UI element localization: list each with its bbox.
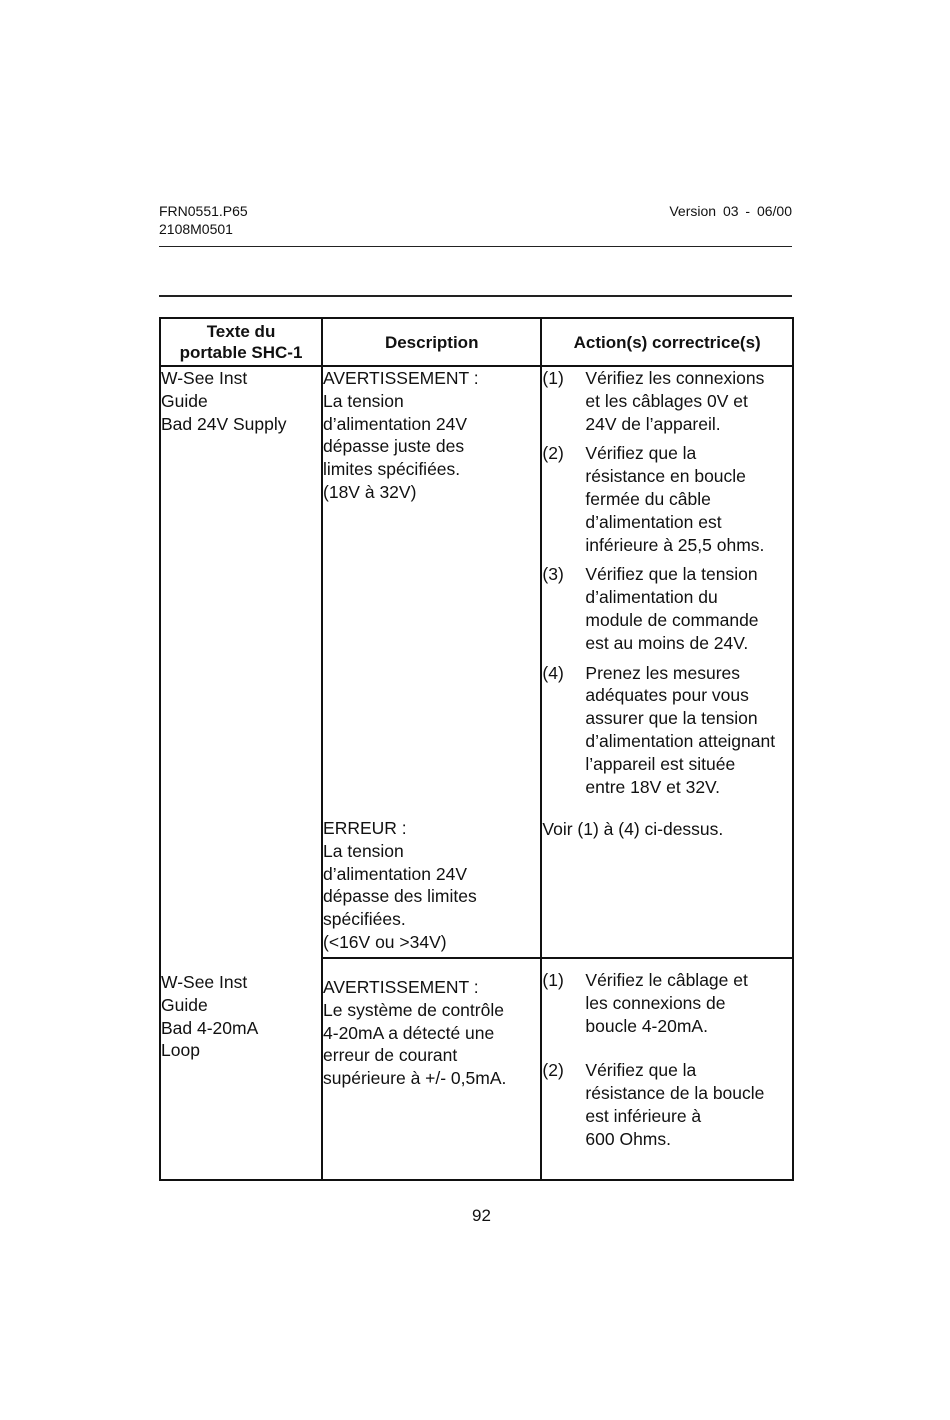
action-line: Vérifiez que la [585,443,697,464]
action-line: inférieure à 25,5 ohms. [585,534,765,555]
action-item [542,662,792,799]
description-line: erreur de courant [323,1045,458,1066]
page-number: 92 [472,1206,491,1225]
action-line: et les câblages 0V et [585,390,748,411]
message-line: Bad 24V Supply [161,413,287,434]
header-description: Description [322,318,541,366]
table-header-row [160,318,793,366]
description-line: dépasse juste des [323,436,465,457]
action-line: résistance de la boucle [585,1083,765,1104]
action-line: 24V de l’appareil. [585,413,721,434]
message-cell [160,958,322,1180]
action-text [585,969,792,1037]
table-row [160,958,793,1180]
action-line: résistance en boucle [585,466,746,487]
message-line: Bad 4-20mA [161,1017,259,1038]
action-item [542,442,792,556]
version-label: Version 03 - 06/00 [669,203,792,219]
action-line: d’alimentation atteignant [585,730,776,751]
action-line: adéquates pour vous [585,685,749,706]
action-line: d’alimentation est [585,511,722,532]
action-line: 600 Ohms. [585,1128,671,1149]
message-line: Loop [161,1040,200,1061]
action-text [585,442,792,556]
action-text [585,367,792,435]
description-line: AVERTISSEMENT : [323,368,479,388]
file-name: FRN0551.P65 [159,203,248,219]
action-line: Vérifiez les connexions [585,368,765,388]
description-line: limites spécifiées. [323,459,461,480]
section-divider [159,295,792,297]
action-line: est inférieure à [585,1105,702,1126]
message-cell [160,366,322,958]
action-line: Vérifiez que la tension [585,564,758,585]
description-line: d’alimentation 24V [323,863,467,884]
description-line: Le système de contrôle [323,999,504,1020]
action-item [542,969,792,1037]
description-cell [322,817,541,958]
action-line: Vérifiez le câblage et [585,970,748,990]
description-line: dépasse des limites [323,886,477,907]
actions-cell [541,817,793,958]
actions-cell [541,958,793,1180]
description-line: La tension [323,840,404,861]
description-line: spécifiées. [323,909,406,930]
action-item [542,367,792,435]
action-text [585,1059,792,1150]
action-number: (2) [542,1060,564,1081]
description-line: (18V à 32V) [323,481,417,502]
doc-code: 2108M0501 [159,221,233,237]
action-number: (1) [542,970,564,990]
actions-cell [541,366,793,817]
action-text [585,662,792,799]
action-text [585,563,792,654]
action-line: fermée du câble [585,488,711,509]
action-number: (2) [542,443,564,464]
message-line: Guide [161,390,208,411]
description-line: ERREUR : [323,818,407,838]
description-line: 4-20mA a détecté une [323,1022,495,1043]
description-cell [322,366,541,817]
action-item [542,1059,792,1150]
action-line: l’appareil est située [585,753,736,774]
action-line: est au moins de 24V. [585,632,749,653]
description-line: supérieure à +/- 0,5mA. [323,1068,507,1089]
action-number: (1) [542,368,564,388]
action-line: entre 18V et 32V. [585,776,720,797]
table-row [160,366,793,817]
action-line: d’alimentation du [585,587,718,608]
header-message [160,318,322,366]
header-message-line: Texte du [206,322,276,341]
troubleshooting-table [159,317,794,1181]
action-line: Vérifiez que la [585,1060,697,1081]
message-line: W-See Inst [161,368,248,388]
action-number: (3) [542,564,564,585]
header-actions: Action(s) correctrice(s) [541,318,793,366]
action-number: (4) [542,662,564,683]
description-cell [322,958,541,1180]
header-message-line: portable SHC-1 [179,343,303,362]
action-line: Prenez les mesures [585,662,741,683]
description-line: d’alimentation 24V [323,413,467,434]
action-line: assurer que la tension [585,708,758,729]
description-line: AVERTISSEMENT : [323,977,479,997]
message-line: W-See Inst [161,972,248,992]
description-line: La tension [323,390,404,411]
description-line: (<16V ou >34V) [323,931,447,952]
action-line: boucle 4-20mA. [585,1015,708,1036]
action-line: les connexions de [585,992,726,1013]
header-divider [159,246,792,247]
message-line: Guide [161,994,208,1015]
header-left [159,202,248,238]
action-text: Voir (1) à (4) ci-dessus. [542,819,724,839]
action-line: module de commande [585,609,759,630]
action-item [542,563,792,654]
